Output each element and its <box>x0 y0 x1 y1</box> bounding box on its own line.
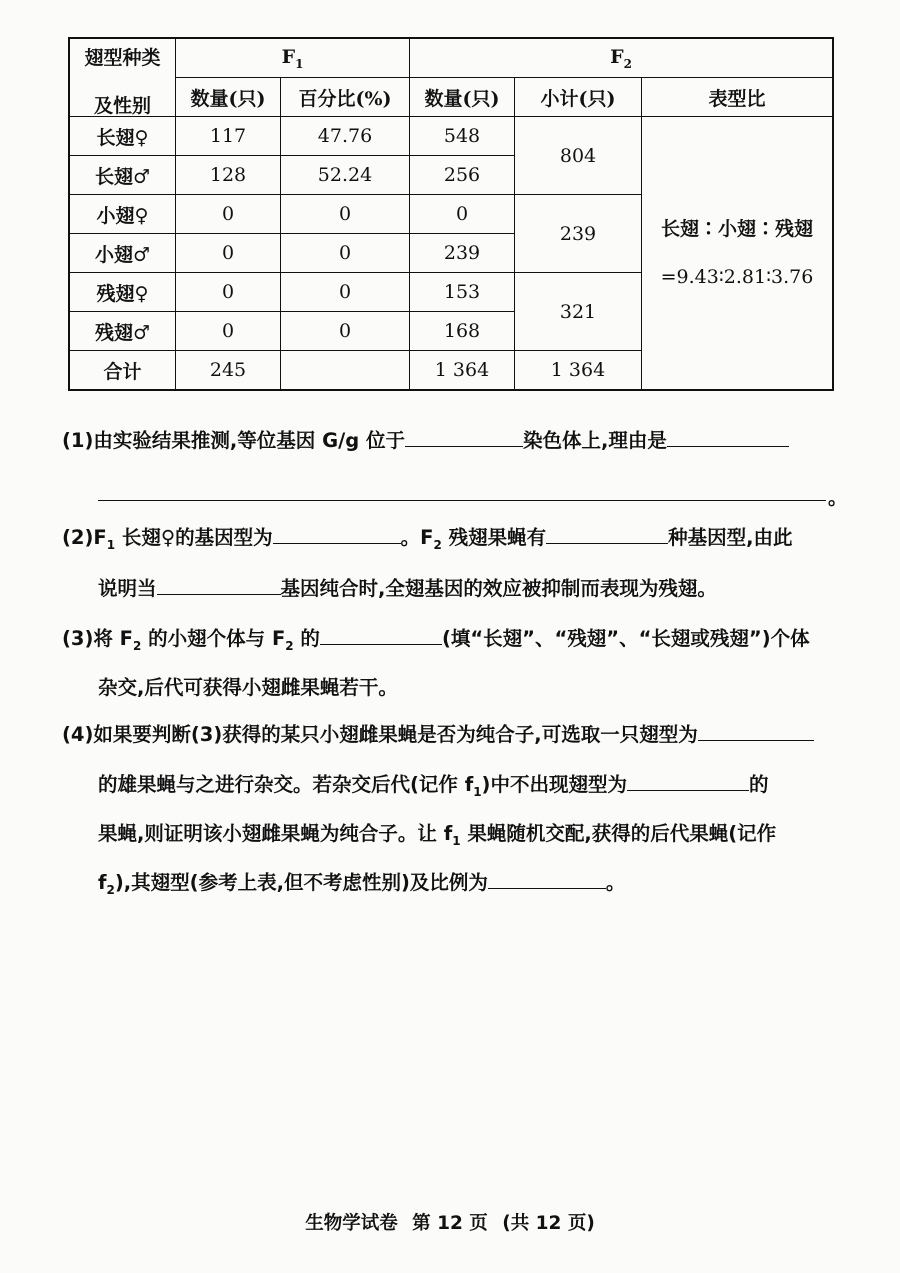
question-4-line-3: 果蝇,则证明该小翅雌果蝇为纯合子。让 $f_1$ 果蝇随机交配,获得的后代果蝇(记作 <box>98 822 777 848</box>
footer-total-pages: (共 12 页) <box>502 1213 595 1234</box>
table-row: 残翅♂ 0 0 168 <box>69 312 833 351</box>
answer-blank[interactable] <box>157 576 281 595</box>
table-row: 长翅♂ 128 52.24 256 <box>69 156 833 195</box>
footer-subject: 生物学试卷 <box>305 1213 398 1234</box>
table-corner-cell <box>69 38 176 117</box>
answer-blank[interactable] <box>698 722 814 741</box>
subtotal-vestigial: 321 <box>515 273 642 351</box>
phenotype-ratio-cell <box>642 117 834 391</box>
table-row: 小翅♂ 0 0 239 <box>69 234 833 273</box>
answer-blank[interactable] <box>273 525 401 544</box>
table-row: 长翅♀ 117 47.76 548 804 长翅∶小翅∶残翅 =9.43∶2.81∶3.76 <box>69 117 833 156</box>
table-row: 残翅♀ 0 0 153 321 <box>69 273 833 312</box>
col-header-f1-count: 数量(只) <box>176 78 281 117</box>
table-total-row: 合计 245 1 364 1 364 <box>69 351 833 391</box>
answer-blank[interactable] <box>627 772 749 791</box>
col-header-ratio: 表型比 <box>642 78 834 117</box>
question-3-line-1: (3)将 $F_2$ 的小翅个体与 $F_2$ 的 (填“长翅”、“残翅”、“长翅或残翅”)个体 <box>62 627 810 653</box>
answer-blank[interactable] <box>667 428 789 447</box>
col-header-f2-count: 数量(只) <box>410 78 515 117</box>
corner-top-label: 翅型种类 <box>84 47 161 69</box>
f2-header: $F_2$ <box>410 38 834 78</box>
results-table <box>68 37 834 391</box>
ratio-line-2: =9.43∶2.81∶3.76 <box>660 266 814 288</box>
answer-blank-full-line[interactable] <box>98 500 826 501</box>
col-header-f2-subtotal: 小计(只) <box>515 78 642 117</box>
answer-blank[interactable] <box>405 428 523 447</box>
ratio-line-1: 长翅∶小翅∶残翅 <box>660 218 813 240</box>
question-1-line-1: (1)由实验结果推测,等位基因 G/g 位于 染色体上,理由是 <box>62 428 852 453</box>
question-3-line-2: 杂交,后代可获得小翅雌果蝇若干。 <box>98 676 398 699</box>
answer-blank[interactable] <box>320 626 442 645</box>
table-row: 小翅♀ 0 0 0 239 <box>69 195 833 234</box>
question-4-line-4: $f_2$),其翅型(参考上表,但不考虑性别)及比例为 。 <box>98 871 626 897</box>
footer-page-number: 第 12 页 <box>412 1213 488 1234</box>
question-4-line-1: (4)如果要判断(3)获得的某只小翅雌果蝇是否为纯合子,可选取一只翅型为 <box>62 722 852 747</box>
question-1-end: 。 <box>828 486 848 509</box>
corner-bottom-label: 及性别 <box>93 95 151 117</box>
answer-blank[interactable] <box>546 525 668 544</box>
page-footer <box>0 1209 900 1235</box>
f1-header: $F_1$ <box>176 38 410 78</box>
question-2-line-1: $(2)F_1$ 长翅♀的基因型为 。$F_2$ 残翅果蝇有 种基因型,由此 <box>62 526 793 552</box>
question-2-line-2: 说明当 基因纯合时,全翅基因的效应被抑制而表现为残翅。 <box>98 577 717 600</box>
question-4-line-2: 的雄果蝇与之进行杂交。若杂交后代(记作 $f_1$)中不出现翅型为 的 <box>98 773 769 799</box>
subtotal-long: 804 <box>515 117 642 195</box>
answer-blank[interactable] <box>488 870 606 889</box>
col-header-f1-percent: 百分比(%) <box>281 78 410 117</box>
subtotal-small: 239 <box>515 195 642 273</box>
